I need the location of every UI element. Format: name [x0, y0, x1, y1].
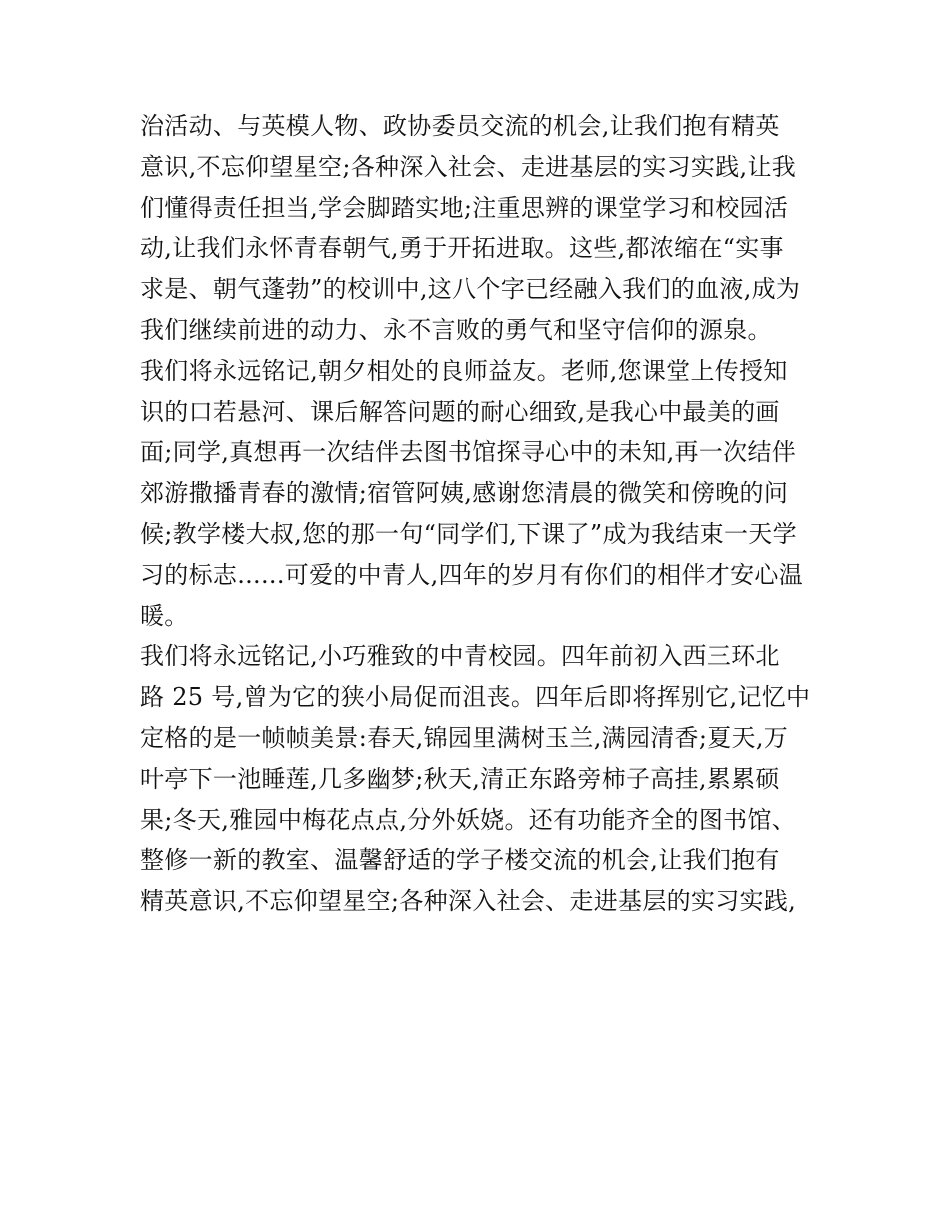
- text-line: 识的口若悬河、课后解答问题的耐心细致,是我心中最美的画: [140, 397, 780, 426]
- text-line: 我们将永远铭记,朝夕相处的良师益友。老师,您课堂上传授知: [140, 356, 788, 385]
- text-line: 治活动、与英模人物、政协委员交流的机会,让我们抱有精英: [140, 112, 780, 140]
- text-line: 面;同学,真想再一次结伴去图书馆探寻心中的未知,再一次结伴: [140, 438, 797, 467]
- text-line: 路 25 号,曾为它的狭小局促而沮丧。四年后即将挥别它,记忆中: [140, 683, 811, 712]
- text-line: 精英意识,不忘仰望星空;各种深入社会、走进基层的实习实践,: [140, 887, 797, 916]
- text-line: 我们将永远铭记,小巧雅致的中青校园。四年前初入西三环北: [140, 642, 780, 671]
- body-text: [140, 106, 820, 922]
- text-line: 意识,不忘仰望星空;各种深入社会、走进基层的实习实践,让我: [140, 152, 797, 181]
- text-line: 候;教学楼大叔,您的那一句“同学们,下课了”成为我结束一天学: [140, 519, 797, 548]
- text-line: 暖。: [140, 601, 189, 630]
- text-line: 们懂得责任担当,学会脚踏实地;注重思辨的课堂学习和校园活: [140, 193, 789, 222]
- text-line: 郊游撒播青春的激情;宿管阿姨,感谢您清晨的微笑和傍晚的问: [140, 479, 789, 508]
- text-line: 动,让我们永怀青春朝气,勇于开拓进取。这些,都浓缩在“实事: [140, 234, 784, 263]
- text-line: 定格的是一帧帧美景:春天,锦园里满树玉兰,满园清香;夏天,万: [140, 723, 789, 752]
- text-line: 整修一新的教室、温馨舒适的学子楼交流的机会,让我们抱有: [140, 846, 780, 875]
- text-line: 求是、朝气蓬勃”的校训中,这八个字已经融入我们的血液,成为: [140, 275, 801, 304]
- text-line: 果;冬天,雅园中梅花点点,分外妖娆。还有功能齐全的图书馆、: [140, 805, 797, 834]
- text-line: 我们继续前进的动力、永不言败的勇气和坚守信仰的源泉。: [140, 315, 772, 344]
- text-line: 叶亭下一池睡莲,几多幽梦;秋天,清正东路旁柿子高挂,累累硕: [140, 764, 780, 793]
- text-line: 习的标志......可爱的中青人,四年的岁月有你们的相伴才安心温: [140, 560, 803, 589]
